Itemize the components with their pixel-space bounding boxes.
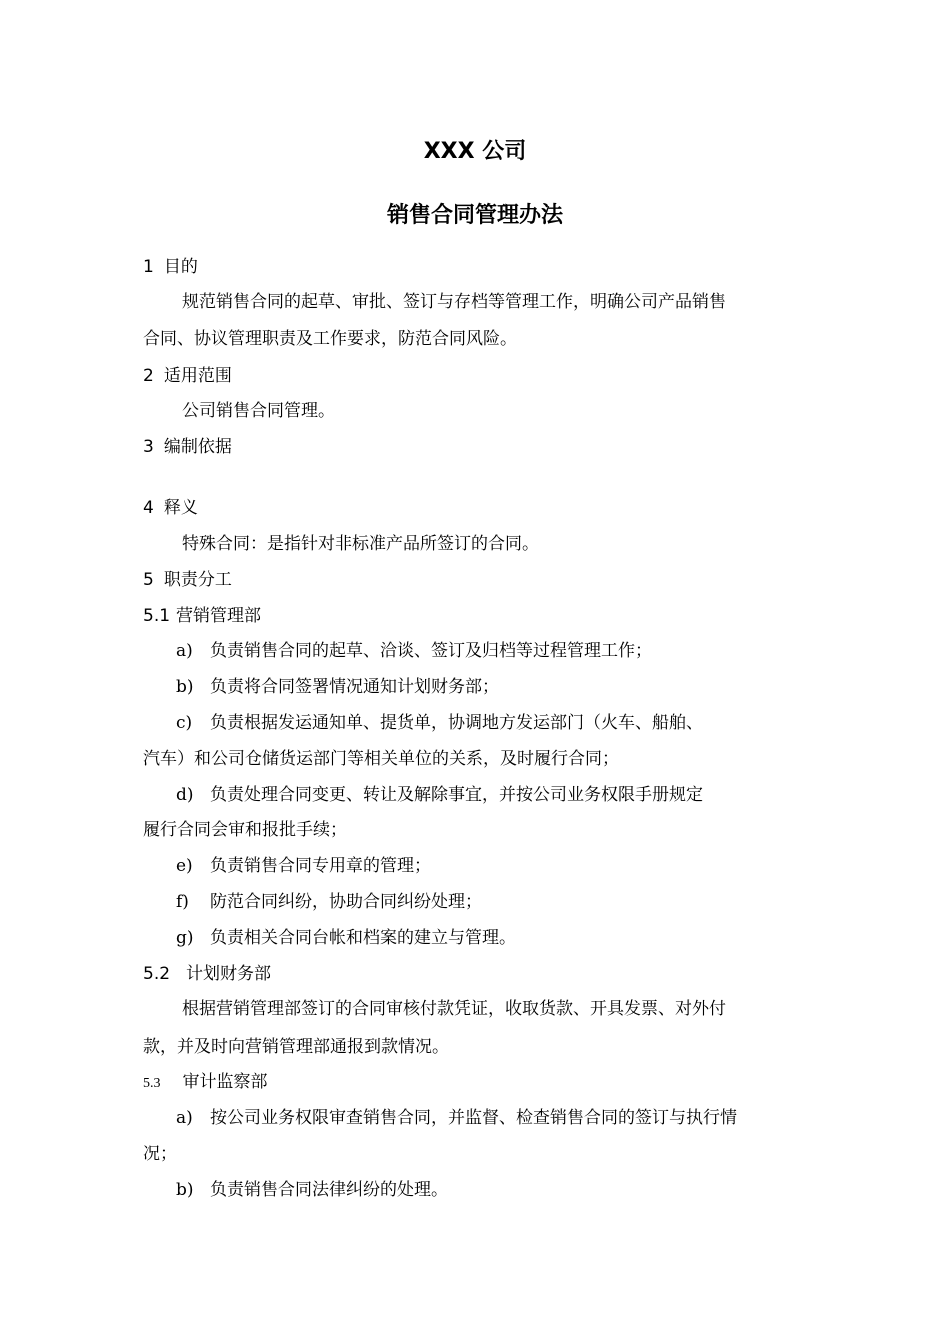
list-item-text: 按公司业务权限审查销售合同，并监督、检查销售合同的签订与执行情 bbox=[210, 1108, 737, 1128]
section-title: 职责分工 bbox=[163, 570, 232, 590]
section-title: 释义 bbox=[163, 498, 198, 518]
section-4-heading bbox=[143, 496, 198, 520]
section-title: 目的 bbox=[163, 257, 198, 277]
list-marker: e) bbox=[176, 856, 193, 876]
list-item bbox=[176, 890, 482, 914]
list-item bbox=[176, 639, 652, 663]
paragraph-line: 公司销售合同管理。 bbox=[182, 401, 335, 421]
section-number: 5 bbox=[143, 570, 154, 590]
list-item bbox=[176, 783, 703, 807]
list-marker: b) bbox=[176, 1180, 194, 1200]
paragraph-line: 特殊合同：是指针对非标准产品所签订的合同。 bbox=[182, 534, 539, 554]
section-5-2-heading bbox=[143, 962, 271, 986]
list-marker: g) bbox=[176, 928, 194, 948]
list-marker: a) bbox=[176, 1108, 193, 1128]
section-2-heading bbox=[143, 364, 232, 388]
section-title: 审计监察部 bbox=[182, 1072, 268, 1092]
list-item-text: 负责销售合同法律纠纷的处理。 bbox=[210, 1180, 448, 1200]
list-item bbox=[176, 926, 516, 950]
section-3-heading bbox=[143, 435, 232, 459]
section-number: 3 bbox=[143, 437, 154, 457]
list-marker: a) bbox=[176, 641, 193, 661]
section-title: 营销管理部 bbox=[176, 606, 262, 626]
section-number: 4 bbox=[143, 498, 154, 518]
section-5-3-heading bbox=[143, 1070, 268, 1096]
section-number: 5.3 bbox=[143, 1076, 161, 1091]
list-marker: c) bbox=[176, 713, 193, 733]
paragraph-line: 款，并及时向营销管理部通报到款情况。 bbox=[143, 1037, 449, 1057]
section-number: 5.2 bbox=[143, 964, 171, 984]
list-item-continuation: 况； bbox=[143, 1144, 177, 1164]
list-item-text: 负责处理合同变更、转让及解除事宜，并按公司业务权限手册规定 bbox=[210, 785, 703, 805]
paragraph-line: 规范销售合同的起草、审批、签订与存档等管理工作，明确公司产品销售 bbox=[182, 292, 726, 312]
section-number: 2 bbox=[143, 366, 154, 386]
list-marker: f) bbox=[176, 892, 189, 912]
list-item-text: 负责销售合同的起草、洽谈、签订及归档等过程管理工作； bbox=[210, 641, 652, 661]
list-item-text: 负责相关合同台帐和档案的建立与管理。 bbox=[210, 928, 516, 948]
list-item-continuation: 汽车）和公司仓储货运部门等相关单位的关系，及时履行合同； bbox=[143, 749, 619, 769]
list-item-continuation: 履行合同会审和报批手续； bbox=[143, 820, 347, 840]
list-item bbox=[176, 711, 703, 735]
list-item bbox=[176, 675, 499, 699]
document-title: 销售合同管理办法 bbox=[386, 203, 563, 228]
section-1-heading bbox=[143, 255, 198, 279]
section-5-1-heading bbox=[143, 604, 261, 628]
list-item-text: 负责销售合同专用章的管理； bbox=[210, 856, 431, 876]
section-title: 计划财务部 bbox=[186, 964, 272, 984]
list-marker: b) bbox=[176, 677, 194, 697]
list-item bbox=[176, 1106, 737, 1130]
section-title: 适用范围 bbox=[163, 366, 232, 386]
company-title: XXX 公司 bbox=[423, 139, 527, 164]
list-item bbox=[176, 1178, 448, 1202]
list-item-text: 负责根据发运通知单、提货单，协调地方发运部门（火车、船舶、 bbox=[210, 713, 703, 733]
list-item-text: 负责将合同签署情况通知计划财务部； bbox=[210, 677, 499, 697]
list-item-text: 防范合同纠纷，协助合同纠纷处理； bbox=[210, 892, 482, 912]
list-item bbox=[176, 854, 431, 878]
section-number: 5.1 bbox=[143, 606, 171, 626]
section-number: 1 bbox=[143, 257, 154, 277]
list-marker: d) bbox=[176, 785, 194, 805]
section-5-heading bbox=[143, 568, 232, 592]
paragraph-line: 根据营销管理部签订的合同审核付款凭证，收取货款、开具发票、对外付 bbox=[182, 999, 726, 1019]
paragraph-line: 合同、协议管理职责及工作要求，防范合同风险。 bbox=[143, 329, 517, 349]
section-title: 编制依据 bbox=[163, 437, 232, 457]
